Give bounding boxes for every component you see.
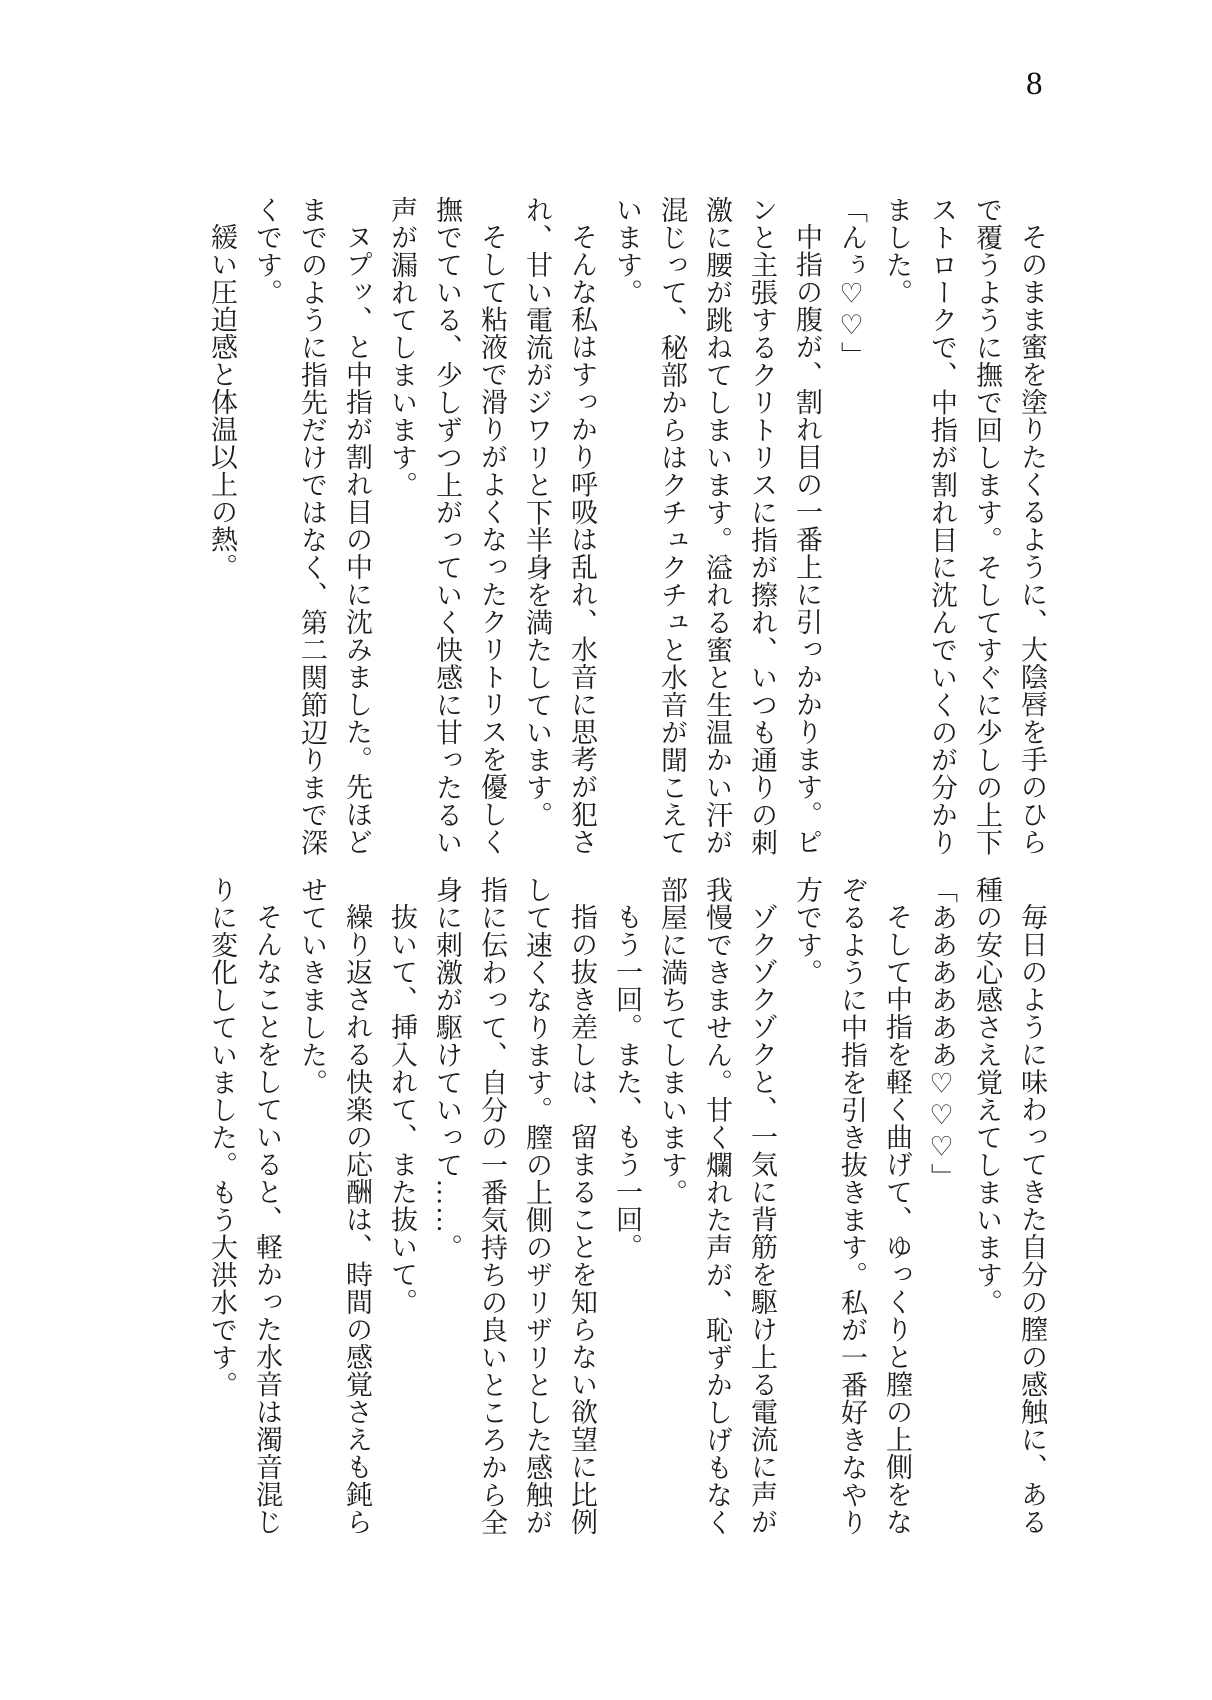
- paragraph-lower-4: ゾクゾクゾクと、一気に背筋を駆け上る電流に声が我慢できません。甘く爛れた声が、恥ずかしげもなく部屋に満ちてしまいます。: [657, 876, 777, 1536]
- paragraph-lower-2-dialogue: 「ああああああ♡♡♡」: [927, 876, 957, 1191]
- page-number: 8: [1026, 66, 1043, 102]
- lower-text-block: [199, 876, 1054, 1544]
- paragraph-lower-6: 指の抜き差しは、留まることを知らない欲望に比例して速くなります。膣の上側のザリザリとした感触が指に伝わって、自分の一番気持ちの良いところから全身に刺激が駆けていって……。: [432, 876, 597, 1536]
- paragraph-lower-9: そんなことをしていると、軽かった水音は濁音混じりに変化していました。もう大洪水です。: [207, 876, 282, 1536]
- paragraph-lower-1: 毎日のように味わってきた自分の膣の感触に、ある種の安心感さえ覚えてしまいます。: [972, 876, 1047, 1536]
- paragraph-lower-8: 繰り返される快楽の応酬は、時間の感覚さえも鈍らせていきました。: [297, 876, 372, 1536]
- paragraph-upper-1: そのまま蜜を塗りたくるように、大陰唇を手のひらで覆うように撫で回します。そしてすぐに少しの上下ストロークで、中指が割れ目に沈んでいくのが分かりました。: [882, 196, 1047, 856]
- paragraph-upper-6: ヌプッ、と中指が割れ目の中に沈みました。先ほどまでのように指先だけではなく、第二関節辺りまで深くです。: [252, 196, 372, 856]
- paragraph-upper-4: そんな私はすっかり呼吸は乱れ、水音に思考が犯され、甘い電流がジワリと下半身を満たしています。: [522, 196, 597, 856]
- paragraph-upper-3: 中指の腹が、割れ目の一番上に引っかかります。ピンと主張するクリトリスに指が擦れ、いつも通りの刺激に腰が跳ねてしまいます。溢れる蜜と生温かい汗が混じって、秘部からはクチュクチュと水音が聞こえています。: [612, 196, 822, 856]
- paragraph-upper-2-dialogue: 「んぅ♡♡」: [837, 196, 867, 369]
- paragraph-upper-7: 緩い圧迫感と体温以上の熱。: [207, 223, 237, 581]
- paragraph-upper-5: そして粘液で滑りがよくなったクリトリスを優しく撫でている、少しずつ上がっていく快感に甘ったるい声が漏れてしまいます。: [387, 196, 507, 856]
- upper-text-block: [199, 196, 1054, 864]
- paragraph-lower-3: そして中指を軽く曲げて、ゆっくりと膣の上側をなぞるように中指を引き抜きます。私が一番好きなやり方です。: [792, 876, 912, 1536]
- paragraph-lower-7: 抜いて、挿入れて、また抜いて。: [387, 903, 417, 1316]
- paragraph-lower-5: もう一回。また、もう一回。: [612, 903, 642, 1261]
